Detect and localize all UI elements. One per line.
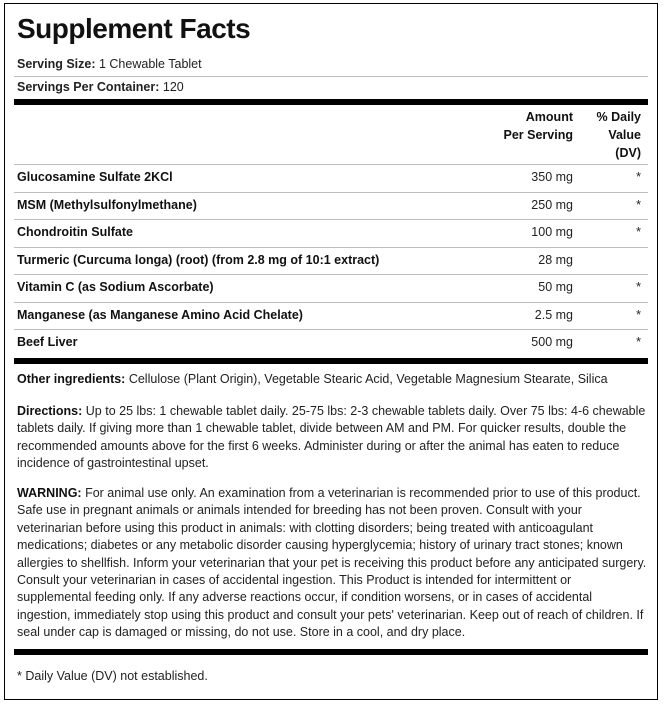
- nutrient-amount: 100 mg: [531, 225, 573, 239]
- nutrient-dv: *: [636, 308, 641, 322]
- dv-header-line: (DV): [615, 146, 641, 160]
- nutrient-name: Vitamin C (as Sodium Ascorbate): [17, 280, 214, 294]
- directions: [17, 403, 647, 473]
- serving-size-label: Serving Size:: [17, 57, 96, 71]
- serving-size: [17, 57, 202, 71]
- dv-column-header: [571, 108, 641, 162]
- warning-label: WARNING:: [17, 486, 82, 500]
- other-ingredients: [17, 371, 647, 388]
- nutrient-amount: 350 mg: [531, 170, 573, 184]
- other-ingredients-text: Cellulose (Plant Origin), Vegetable Stearic Acid, Vegetable Magnesium Stearate, Silica: [128, 372, 608, 386]
- thick-divider: [14, 99, 648, 105]
- servings-per-container: [17, 80, 184, 94]
- serving-size-value: 1 Chewable Tablet: [98, 57, 202, 71]
- amount-header-line: Amount: [525, 110, 573, 124]
- servings-per-container-label: Servings Per Container:: [17, 80, 160, 94]
- footnote: * Daily Value (DV) not established.: [17, 669, 208, 683]
- directions-text: Up to 25 lbs: 1 chewable tablet daily. 25-75 lbs: 2-3 chewable tablets daily. Over 75 lbs: 4-6 chewable tablets daily. If giving more than 1 chewable tablet, divide between AM and PM. For quicker results, double the recommended amounts above for the first 6 weeks. Administer during or after the animal has eaten to reduce incidence of gastrointestinal upset.: [17, 404, 646, 471]
- nutrient-dv: *: [636, 225, 641, 239]
- nutrient-row: [17, 220, 641, 246]
- nutrient-amount: 50 mg: [538, 280, 573, 294]
- warning-text: For animal use only. An examination from a veterinarian is recommended prior to use of this product. Safe use in pregnant animals or animals intended for breeding has not been proven. Consult with your veterinarian before using this product in animals: with clotting disorders; being treated with anticoagulant medications; diabetes or any metabolic disorder causing hyperglycemia; history of urinary tract stones; known allergies to shellfish. Inform your veterinarian that your pet is receiving this product before any anticipated surgery. Consult your veterinarian in cases of accidental ingestion. This Product is intended for intermittent or supplemental feeding only. If any adverse reactions occur, if condition worsens, or in cases of accidental ingestion, immediately stop using this product and consult your pets' veterinarian. Keep out of reach of children. If seal under cap is damaged or missing, do not use. Store in a cool, and dry place.: [17, 486, 647, 640]
- divider: [14, 76, 648, 77]
- amount-column-header: [463, 108, 573, 144]
- supplement-facts-panel: [4, 3, 658, 700]
- nutrient-row: [17, 248, 641, 274]
- dv-header-line: % Daily: [596, 110, 641, 124]
- nutrient-dv: *: [636, 335, 641, 349]
- nutrient-dv: *: [636, 198, 641, 212]
- nutrient-amount: 28 mg: [538, 253, 573, 267]
- nutrient-row: [17, 303, 641, 329]
- nutrient-amount: 250 mg: [531, 198, 573, 212]
- nutrient-row: [17, 275, 641, 301]
- nutrient-row: [17, 165, 641, 191]
- nutrient-amount: 2.5 mg: [534, 308, 573, 322]
- nutrient-name: Turmeric (Curcuma longa) (root) (from 2.8 mg of 10:1 extract): [17, 253, 380, 267]
- nutrient-row: [17, 330, 641, 356]
- nutrient-name: Glucosamine Sulfate 2KCl: [17, 170, 173, 184]
- other-ingredients-label: Other ingredients:: [17, 372, 126, 386]
- nutrient-dv: *: [636, 280, 641, 294]
- nutrient-dv: *: [636, 170, 641, 184]
- thick-divider: [14, 649, 648, 655]
- servings-per-container-value: 120: [162, 80, 184, 94]
- nutrient-name: MSM (Methylsulfonylmethane): [17, 198, 197, 212]
- dv-header-line: Value: [608, 128, 641, 142]
- nutrient-name: Chondroitin Sulfate: [17, 225, 133, 239]
- warning: [17, 485, 647, 642]
- amount-header-line: Per Serving: [503, 128, 573, 142]
- nutrient-name: Manganese (as Manganese Amino Acid Chelate): [17, 308, 303, 322]
- nutrient-amount: 500 mg: [531, 335, 573, 349]
- nutrient-row: [17, 193, 641, 219]
- directions-label: Directions:: [17, 404, 83, 418]
- panel-title: Supplement Facts: [17, 13, 251, 44]
- thick-divider: [14, 358, 648, 364]
- nutrient-name: Beef Liver: [17, 335, 78, 349]
